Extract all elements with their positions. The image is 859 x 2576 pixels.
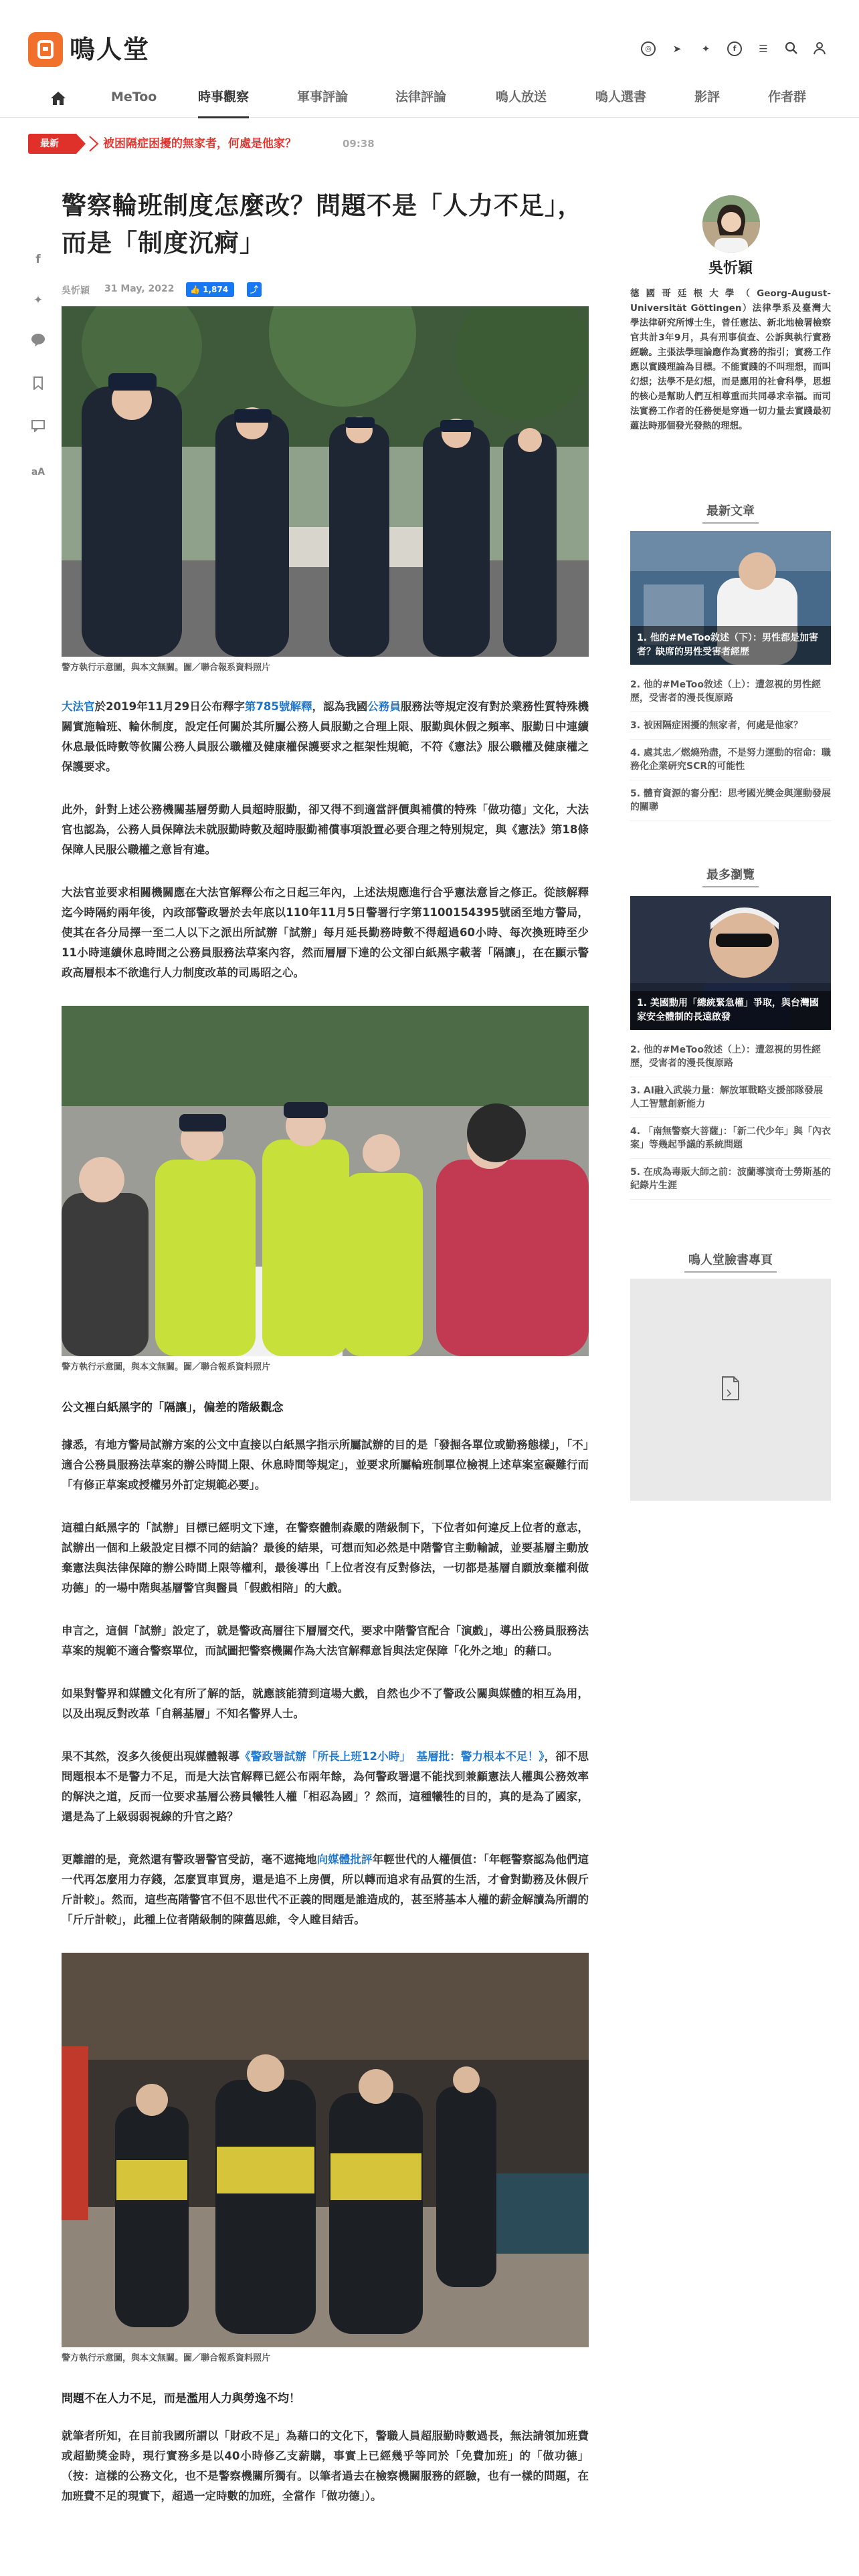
text-span: 服務法等規定沒有對於業務性質特殊機關實施輪班、輪休制度，設定任何關於其所屬公務人員服勤之合理上限、服勤與休假之頻率、服勤日中連續休息最低時數等攸關公務人員服公職權及健康權保護要求之框架性規範，不符《憲法》服公職權及健康權之保護要求。: [62, 700, 589, 773]
search-icon[interactable]: [784, 41, 799, 56]
latest-hero-card[interactable]: [630, 531, 831, 665]
facebook-page-heading-text: 鳴人堂臉書專頁: [684, 1253, 777, 1273]
nav-item-metoo[interactable]: MeToo: [111, 90, 157, 104]
like-count: 1,874: [203, 285, 229, 294]
twitter-share-icon[interactable]: ✦: [33, 294, 43, 307]
publish-date: 31 May, 2022: [104, 284, 175, 294]
latest-list: [630, 671, 831, 821]
article: [62, 187, 589, 2506]
twitter-icon[interactable]: ✦: [701, 43, 710, 55]
article-paragraph: 大法官並要求相關機關應在大法官解釋公布之日起三年內，上述法規應進行合乎憲法意旨之修正。從該解釋迄今時隔約兩年後，內政部警政署於去年底以110年11月5日警署行字第1100154395號函至地方警局，使其在各分局擇一至二人以下之派出所試辦「試辦」每月延長勤務時數不得超過60小時、每次換班時至少11小時連續休息時間之公務員服務法草案內容，然而層層下達的公文卻白紙黑字載著「隔讓」，在在顯示警政高層根本不欲進行人力制度改革的司馬昭之心。: [62, 886, 589, 979]
article-paragraph: 此外，針對上述公務機關基層勞動人員超時服勤，卻又得不到適當評價與補償的特殊「做功德」文化，大法官也認為，公務人員保障法未就服勤時數及超時服勤補償事項設置必要合理之特別規定，與《憲法》第18條保障人民服公職權之意旨有違。: [62, 803, 589, 856]
document-icon: [721, 1376, 740, 1400]
telegram-icon[interactable]: ➤: [672, 43, 682, 55]
popular-heading-text: 最多瀏覽: [702, 868, 759, 887]
inline-link[interactable]: 《警政署試辦「所長上班12小時」 基層批：警力根本不足！》: [240, 1750, 545, 1763]
chevron-right-icon: [87, 135, 100, 152]
article-paragraph: 如果對警界和媒體文化有所了解的話，就應該能猜到這場大戲，自然也少不了警政公關與媒體的相互為用，以及出現反對改革「自稱基層」不知名警界人士。: [62, 1687, 589, 1720]
latest-item[interactable]: 5. 體育資源的審分配：思考國光獎金與運動發展的關聯: [630, 780, 831, 821]
popular-item[interactable]: 5. 在成為毒販大師之前：波蘭導演奇士勞斯基的紀錄片生涯: [630, 1159, 831, 1200]
inline-link[interactable]: 大法官: [62, 700, 95, 713]
popular-hero-title: 1. 美國動用「總統緊急權」爭取，與台灣國家安全體制的長遠啟發: [630, 991, 831, 1030]
article-title: [62, 187, 589, 262]
facebook-share-button[interactable]: ⤴: [247, 282, 262, 297]
nav-item-broadcast[interactable]: 鳴人放送: [496, 90, 547, 104]
nav-item-military[interactable]: 軍事評論: [297, 90, 349, 104]
popular-list: [630, 1037, 831, 1200]
section-heading: 公文裡白紙黑字的「隔讓」，偏差的階級觀念: [62, 1401, 284, 1414]
article-paragraph: 據悉，有地方警局試辦方案的公文中直接以白紙黑字指示所屬試辦的目的是「發掘各單位或勤務態樣」，「不」適合公務員服務法草案的辦公時間上限、休息時間等規定」，並要求所屬輪班制單位檢視上述草案室礙難行而「有修正草案或授權另外訂定規範必要」。: [62, 1438, 589, 1491]
text-span: 於2019年11月29日公布釋字: [94, 700, 245, 713]
latest-item[interactable]: 3. 被困隔症困擾的無家者，何處是他家？: [630, 712, 831, 740]
latest-item[interactable]: 2. 他的#MeToo敘述（上）：遭忽視的男性經歷，受害者的漫長復原路: [630, 671, 831, 712]
menu-icon[interactable]: ☰: [759, 43, 768, 55]
popular-item[interactable]: 2. 他的#MeToo敘述（上）：遭忽視的男性經歷，受害者的漫長復原路: [630, 1037, 831, 1077]
article-paragraph: 就筆者所知，在目前我國所謂以「財政不足」為藉口的文化下，警職人員超服勤時數過長，無法請領加班費或超勤獎金時，現行實務多是以40小時修乙支薪購，事實上已經幾乎等同於「免費加班」的「做功德」（按：這樣的公務文化，也不是警察機關所獨有。以筆者過去在檢察機關服務的經驗，也有一樣的問題，在加班費不足的現實下，超過一定時數的加班，全當作「做功德」）。: [62, 2430, 589, 2502]
article-photo: [62, 1953, 589, 2347]
title-line-2: 而是「制度沉痾」: [62, 229, 265, 257]
comment-icon[interactable]: [30, 420, 46, 436]
nav-item-books[interactable]: 鳴人選書: [595, 90, 647, 104]
article-photo: [62, 306, 589, 657]
font-size-icon[interactable]: aA: [31, 467, 45, 477]
instagram-icon[interactable]: ◎: [641, 41, 656, 56]
facebook-share-icon[interactable]: f: [35, 253, 41, 266]
text-span: ，卻不思問題根本不是警力不足，而是大法官解釋已經公布兩年餘，為何警政署還不能找到兼顧憲法人權與公務效率的解決之道，反而一位要求基層公務員犧牲人權「相忍為國」？然而，這種犧牲的目的，真的是為了國家，還是為了上級弱弱視線的升官之路？: [62, 1750, 589, 1823]
site-header: [0, 0, 859, 72]
title-line-1: 警察輪班制度怎麼改？問題不是「人力不足」，: [62, 191, 583, 220]
text-span: 更離譜的是，竟然還有警政署警官受訪，毫不遮掩地: [62, 1853, 317, 1866]
site-logo-icon[interactable]: [28, 32, 63, 67]
main-nav: [0, 79, 859, 118]
inline-link[interactable]: 公務員: [367, 700, 401, 713]
popular-item[interactable]: 3. AI融入武裝力量：解放軍戰略支援部隊發展人工智慧創新能力: [630, 1077, 831, 1118]
home-icon[interactable]: [50, 90, 67, 107]
article-meta: [62, 280, 589, 306]
author-bio: 德國哥廷根大學（Georg-August-Universität Göttingen）法律學系及臺灣大學法律研究所博士生，曾任憲法、新北地檢署檢察官共計3年9月，具有刑事偵查、公訴與執行實務經驗。主張法學理論應作為實務的指引；實務工作應以實踐理論為目標。不能實踐的不叫理想，而叫幻想；法學不是幻想，而是應用的社會科學，思想的核心是幫助人們互相尊重而共同尋求幸福。而司法實務工作者的任務便是穿過一切力量去實踐最初蘊法時那個發光發熱的理想。: [630, 288, 831, 431]
author-avatar[interactable]: [702, 195, 760, 253]
article-paragraph: 這種白紙黑字的「試辦」目標已經明文下達，在警察體制森嚴的階級制下，下位者如何違反上位者的意志，試辦出一個和上級設定目標不同的結論？最後的結果，可想而知必然是中階警官主動輸誠，並要基層主動放棄憲法與法律保障的辦公時間上限等權利，最後導出「上位者沒有反對修法，一切都是基層自願放棄權利做功德」的一場中階與基層警官與醫員「假戲相陪」的大戲。: [62, 1521, 589, 1594]
nav-item-authors[interactable]: 作者群: [768, 90, 807, 104]
popular-item[interactable]: 4. 「南無警察大菩薩」：「新二代少年」與「內衣案」等幾起爭議的系統問題: [630, 1118, 831, 1159]
ticker-time: 09:38: [343, 138, 375, 150]
article-paragraph: 申言之，這個「試辦」設定了，就是警政高層往下層層交代，要求中階警官配合「演戲」，導出公務員服務法草案的規範不適合警察單位，而試圖把警察機關作為大法官解釋意旨與法定保障「化外之地」的藉口。: [62, 1624, 589, 1657]
popular-hero-card[interactable]: [630, 896, 831, 1030]
article-photo: [62, 1006, 589, 1356]
inline-link[interactable]: 第785號解釋: [244, 700, 312, 713]
nav-item-law[interactable]: 法律評論: [395, 90, 447, 104]
facebook-icon[interactable]: f: [727, 41, 742, 56]
latest-hero-title: 1. 他的#MeToo敘述（下）：男性都是加害者？缺席的男性受害者經歷: [630, 626, 831, 665]
line-share-icon[interactable]: [30, 333, 46, 349]
text-span: 果不其然，沒多久後便出現媒體報導: [62, 1750, 240, 1763]
nav-item-current-affairs[interactable]: 時事觀察: [198, 87, 249, 107]
popular-heading: [630, 865, 831, 883]
bookmark-icon[interactable]: [30, 377, 46, 393]
latest-heading-text: 最新文章: [702, 504, 759, 524]
article-paragraph: [62, 697, 589, 777]
text-span: ，認為我國: [312, 700, 368, 713]
facebook-like-button[interactable]: 👍 1,874: [186, 282, 234, 297]
author-link[interactable]: 吳忻穎: [62, 286, 90, 296]
latest-item[interactable]: 4. 處其忠／燃燒殆盡，不是努力運動的宿命：職務化企業研究SCR的可能性: [630, 740, 831, 780]
section-heading: 問題不在人力不足，而是濫用人力與勞逸不均！: [62, 2392, 300, 2405]
inline-link[interactable]: 向媒體批評: [316, 1853, 373, 1866]
nav-item-film[interactable]: 影評: [694, 90, 721, 104]
article-paragraph: [62, 1850, 589, 1930]
text-span: 年輕世代的人權價值：「年輕警察認為他們這一代再怎麼用力存錢，怎麼買車買房，還是追不上房價，所以轉而追求有品質的生活，才會對勤務及休假斤斤計較」。然而，這些高階警官不但不思世代不正義的問題是誰造成的，甚至將基本人權的薪金解讀為所謂的「斤斤計較」，此種上位者階級制的陳舊思維，令人瞠目結舌。: [62, 1853, 589, 1926]
photo-caption: 警方執行示意圖，與本文無關。圖／聯合報系資料照片: [62, 1362, 271, 1372]
ticker-headline-link[interactable]: 被困隔症困擾的無家者，何處是他家？: [103, 137, 296, 150]
latest-heading: [630, 502, 831, 519]
site-name[interactable]: 鳴人堂: [70, 35, 151, 64]
facebook-page-embed[interactable]: [630, 1279, 831, 1501]
photo-caption: 警方執行示意圖，與本文無關。圖／聯合報系資料照片: [62, 663, 271, 673]
latest-badge: 最新: [28, 134, 76, 154]
author-name[interactable]: 吳忻穎: [708, 260, 753, 277]
user-icon[interactable]: [812, 41, 827, 56]
article-paragraph: [62, 1747, 589, 1827]
facebook-page-heading: [630, 1251, 831, 1268]
photo-caption: 警方執行示意圖，與本文無關。圖／聯合報系資料照片: [62, 2353, 271, 2363]
